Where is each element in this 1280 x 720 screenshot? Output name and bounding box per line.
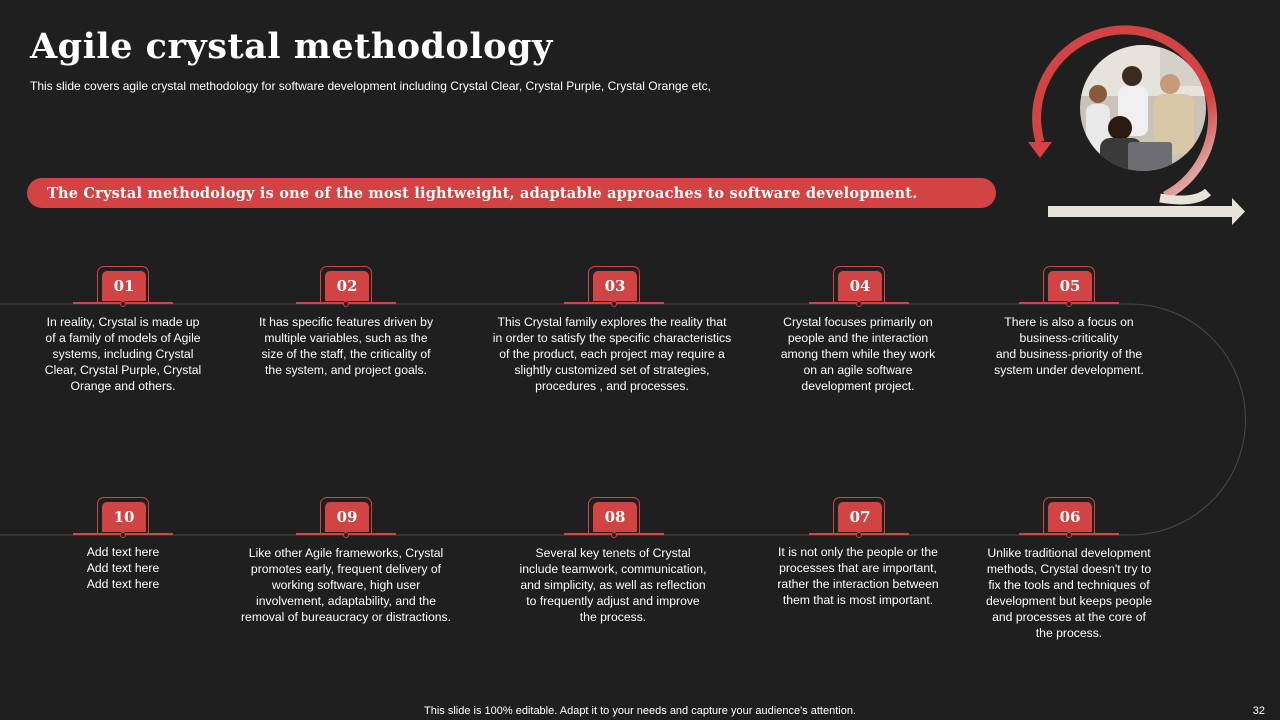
- right-arrow-icon: [1232, 198, 1245, 225]
- step-badge: [588, 266, 640, 302]
- step-number: 03: [593, 271, 637, 301]
- step-text: Like other Agile frameworks, Crystal promotes early, frequent delivery of working software, high user involvement, adaptability, and the removal of bureaucracy or distractions.: [241, 546, 451, 624]
- step-badge: [588, 497, 640, 533]
- step-text: Crystal focuses primarily on people and the interaction among them while they work on an agile software development project.: [780, 315, 936, 393]
- step-number: 06: [1048, 502, 1092, 532]
- step-badge: [97, 266, 149, 302]
- step-text[interactable]: Add text here Add text here Add text here: [86, 545, 160, 591]
- banner-text: The Crystal methodology is one of the most lightweight, adaptable approaches to software development.: [47, 184, 918, 202]
- step-number: 07: [838, 502, 882, 532]
- footer-note: This slide is 100% editable. Adapt it to your needs and capture your audience's attention.: [424, 705, 856, 717]
- step-number: 09: [325, 502, 369, 532]
- step-number: 01: [102, 271, 146, 301]
- step-text: This Crystal family explores the reality that in order to satisfy the specific characteristics of the product, each project may require a slightly customized set of strategies, procedures , and processes.: [492, 315, 732, 393]
- step-text: It has specific features driven by multiple variables, such as the size of the staff, the criticality of the system, and project goals.: [258, 315, 434, 377]
- step-text: Unlike traditional development methods, Crystal doesn't try to fix the tools and techniques of development but keeps people and processes at the core of the process.: [985, 546, 1152, 640]
- banner: [27, 178, 996, 208]
- step-number: 10: [102, 502, 146, 532]
- page-number: 32: [1252, 705, 1265, 717]
- step-text: It is not only the people or the processes that are important, rather the interaction between them that is most important.: [777, 545, 939, 607]
- step-text: Several key tenets of Crystal include teamwork, communication, and simplicity, as well as reflection to frequently adjust and improve the process.: [519, 546, 707, 624]
- step-number: 05: [1048, 271, 1092, 301]
- step-badge: [833, 266, 885, 302]
- arc-arrowhead-icon: [1028, 142, 1052, 158]
- step-text: In reality, Crystal is made up of a family of models of Agile systems, including Crystal Clear, Crystal Purple, Crystal Orange and others.: [44, 315, 202, 393]
- step-text: There is also a focus on business-criticality and business-priority of the system under development.: [994, 315, 1144, 377]
- step-number: 08: [593, 502, 637, 532]
- step-badge: [1043, 497, 1095, 533]
- step-badge: [1043, 266, 1095, 302]
- step-badge: [97, 497, 149, 533]
- team-photo-graphic: [1020, 16, 1255, 231]
- slide-subtitle: This slide covers agile crystal methodology for software development including Crystal Clear, Crystal Purple, Crystal Orange etc,: [30, 79, 711, 93]
- step-badge: [320, 497, 372, 533]
- step-badge: [320, 266, 372, 302]
- slide-title: Agile crystal methodology: [30, 26, 553, 67]
- step-number: 04: [838, 271, 882, 301]
- step-number: 02: [325, 271, 369, 301]
- step-badge: [833, 497, 885, 533]
